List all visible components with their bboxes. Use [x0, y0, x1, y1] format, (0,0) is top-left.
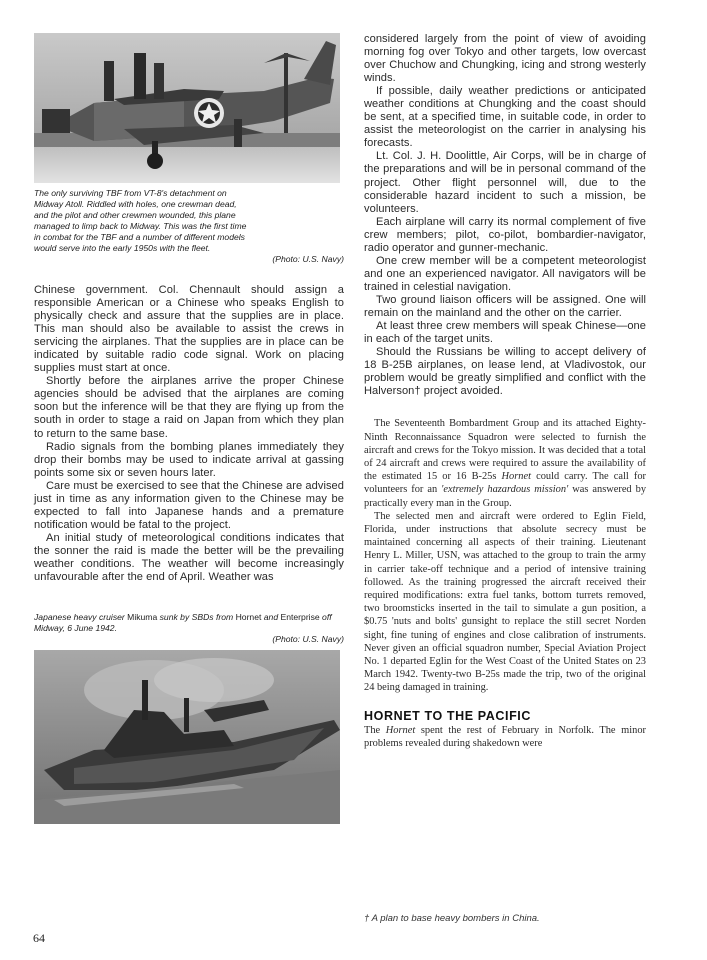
tbf-aircraft-image: [34, 33, 340, 183]
serif-paragraph: [364, 724, 646, 750]
left-body-text: [34, 284, 344, 584]
body-paragraph: Shortly before the airplanes arrive the proper Chinese agencies should be advised that the airplanes are coming soon but the inference will be that they are flying up from the south in order to stage a raid on Japan from which they plan to return to the same base.: [34, 375, 344, 440]
photo-tbf-aircraft: [34, 33, 340, 183]
caption-part: and: [261, 612, 281, 623]
footnote: † A plan to base heavy bombers in China.: [364, 913, 540, 924]
serif-body-text: [364, 417, 646, 750]
text-run: could carry. The call for volunteers for an: [364, 471, 646, 496]
caption-part: sunk by SBDs from: [157, 612, 236, 623]
caption-part: off Midway, 6 June 1942.: [34, 612, 332, 634]
caption-ship-hornet: Hornet: [235, 612, 262, 623]
caption-part: Japanese heavy cruiser: [34, 612, 128, 623]
caption-line: would serve into the early 1950s with the fleet.: [34, 243, 211, 253]
body-paragraph: Care must be exercised to see that the Chinese are advised just in time as any information given to the Chinese may be expected to fall into Japanese hands and a premature notification would be fatal to the project.: [34, 479, 344, 531]
right-body-text: [364, 33, 646, 398]
text-run: The Seventeenth Bombardment Group and its attached Eighty-Ninth Reconnaissance Squadron were selected to furnish the aircraft and crews for the Tokyo mission. It was decided that a total of 24 aircraft and crews were required to assure the availability of the estimated 15 or 16 B-25s: [364, 418, 646, 483]
body-paragraph: Two ground liaison officers will be assigned. One will remain on the mainland and the other on the carrier.: [364, 293, 646, 319]
quoted-phrase: 'extremely hazardous mission': [441, 484, 569, 496]
caption-line: managed to limp back to Midway. This was the first time: [34, 221, 247, 231]
body-paragraph: An initial study of meteorological conditions indicates that the sonner the raid is made the better will be the prevailing weather conditions. The weather will become increasingly unfavourable after the end of April. Weather was: [34, 531, 344, 584]
body-paragraph: One crew member will be a competent meteorologist and one an experienced navigator. All navigators will be trained in celestial navigation.: [364, 254, 646, 293]
serif-paragraph: The selected men and aircraft were ordered to Eglin Field, Florida, under instructions that absolute secrecy must be maintained concerning all aspects of their training. Lieutenant Henry L. Miller, USN, was attached to the group to train the army in carrier take-off technique and a period of intensive training followed. As the training progressed the aircraft received their required modifications: extra fuel tanks, bottom turrets removed, two broomsticks inserted in the tail to simulate a gun position, a $0.75 'nuts and bolts' gunsight to replace the still secret Norden sight, fine tuning of engines and close calibration of instruments. Never given an official squadron number, Special Aviation Project No. 1 departed Eglin for the West Coast of the United States on 23 March 1942. Twenty-two B-25s made the trip, two of the original 24 being damaged in training.: [364, 510, 646, 694]
right-column: [364, 33, 646, 750]
body-paragraph: considered largely from the point of view of avoiding morning fog over Tokyo and other targets, low overcast over Chuchow and Chungking, icing and strong westerly winds.: [364, 33, 646, 85]
caption-line: Midway Atoll. Riddled with holes, one crewman dead,: [34, 199, 237, 209]
text-run: spent the rest of February in Norfolk. The minor problems revealed during shakedown were: [364, 724, 646, 749]
photo-tbf-caption: [34, 188, 344, 265]
caption-ship-mikuma: Mikuma: [127, 612, 158, 623]
body-paragraph: If possible, daily weather predictions or anticipated weather conditions at Chungking and the coast should be sent, at a specified time, in suitable code, in order to assist the meteorologist on the carrier in analysing his forecasts.: [364, 85, 646, 150]
ship-name-hornet: Hornet: [385, 724, 416, 736]
serif-paragraph: [364, 417, 646, 509]
body-paragraph: At least three crew members will speak Chinese—one in each of the target units.: [364, 320, 646, 346]
text-run: The: [364, 724, 386, 736]
section-heading: HORNET TO THE PACIFIC: [364, 708, 532, 723]
caption-line: in combat for the TBF and a number of different models: [34, 232, 245, 242]
caption-ship-enterprise: Enterprise: [280, 612, 320, 623]
mikuma-cruiser-image: [34, 650, 340, 824]
body-paragraph: Chinese government. Col. Chennault should assign a responsible American or a Chinese who speaks English to physically check and assure that the supplies are in place. This man should also be available to assist the crews in servicing the airplanes. That the supplies are in place can be indicated by suitable radio code signal. Work on placing supplies must start at once.: [34, 284, 344, 375]
text-run: was answered by practically every man in the Group.: [364, 484, 647, 509]
page-number: 64: [33, 931, 45, 945]
caption-line: The only surviving TBF from VT-8's detachment on: [34, 188, 227, 198]
body-paragraph: Each airplane will carry its normal complement of five crew members; pilot, co-pilot, bombardier-navigator, radio operator and gunner-mechanic.: [364, 215, 646, 254]
body-paragraph: Lt. Col. J. H. Doolittle, Air Corps, will be in charge of the preparations and will be in personal command of the project. Other flight personnel will, due to the considerable hazard incident to such a mission, be volunteers.: [364, 150, 646, 215]
ship-name-hornet: Hornet: [501, 471, 531, 483]
body-paragraph: Should the Russians be willing to accept delivery of 18 B-25B airplanes, on lease lend, at Vladivostok, our problem would be greatly simplified and conflict with the Halverson† project avoided.: [364, 346, 646, 398]
caption-line: and the pilot and other crewmen wounded, this plane: [34, 210, 236, 220]
body-paragraph: Radio signals from the bombing planes immediately they drop their bombs may be used to indicate arrival at gassing points some six or seven hours later.: [34, 440, 344, 479]
photo-mikuma-cruiser: [34, 650, 340, 824]
photo-mikuma-credit: (Photo: U.S. Navy): [272, 634, 344, 645]
left-column: [34, 33, 344, 824]
photo-tbf-credit: (Photo: U.S. Navy): [272, 254, 344, 264]
photo-mikuma-caption: [34, 612, 344, 645]
